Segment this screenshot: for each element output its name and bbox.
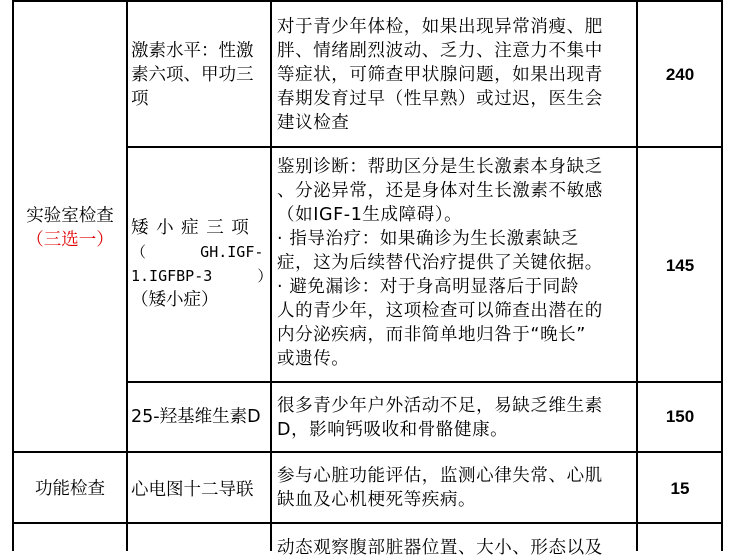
description-line: 春期发育过早（性早熟）或过迟，医生会 [277,89,603,109]
table-row-item [131,216,272,312]
item-name-line: 激素水平：性激 [131,41,254,61]
table-col-divider-3 [636,0,638,551]
table-row-divider [12,451,723,453]
description-line: 鉴别诊断：帮助区分是生长激素本身缺乏 [277,157,603,177]
table-row-price: 240 [665,65,695,84]
description-line: · 指导治疗：如果确诊为生长激素缺乏 [277,229,579,249]
table-row-price: 15 [670,479,690,498]
table-row-item [131,478,254,502]
table-row-description [277,155,633,371]
description-line: D，影响钙吸收和骨骼健康。 [277,420,509,440]
item-name-line: 25-羟基维生素D [131,407,261,427]
description-line: 胖、情绪剧烈波动、乏力、注意力不集中 [277,41,603,61]
table-row-description [277,394,633,442]
description-line: 症，这为后续替代治疗提供了关键依据。 [277,253,603,273]
item-name-line: 项 [131,89,149,109]
table-col-divider-1 [126,0,128,551]
item-name-line: 1.IGFBP-3 ） [131,267,273,285]
description-line: 缺血及心机梗死等疾病。 [277,490,477,510]
category-func-label: 功能检查 [35,479,105,499]
description-line: 内分泌疾病，而非简单地归咎于“晚长” [277,325,586,345]
description-line: · 避免漏诊：对于身高明显落后于同龄 [277,277,579,297]
table-row-divider [126,146,723,148]
description-line: 建议检查 [277,113,350,133]
table-row-divider [12,0,723,2]
item-name-line: 素六项、甲功三 [131,65,254,85]
category-func-cell [14,477,126,501]
table-row-description [277,464,633,512]
description-line: 动态观察腹部脏器位置、大小、形态以及 [277,538,603,558]
category-lab-label: 实验室检查 [26,206,114,226]
table-row-divider [126,381,723,383]
table-row-price: 145 [665,256,695,275]
description-line: 、分泌异常，还是身体对生长激素不敏感 [277,181,603,201]
description-line: 参与心脏功能评估，监测心律失常、心肌 [277,466,603,486]
description-line: 对于青少年体检，如果出现异常消瘦、肥 [277,17,603,37]
description-line: 很多青少年户外活动不足，易缺乏维生素 [277,396,603,416]
description-line: 或遗传。 [277,349,350,369]
table-row-price: 150 [665,407,695,426]
item-name-line: 矮 小 症 三 项 [131,218,250,238]
category-lab-cell [14,204,126,252]
category-lab-note: （三选一） [26,230,114,250]
table-row-description [277,15,633,135]
table-border-left [12,0,14,551]
description-line: 人的青少年，这项检查可以筛查出潜在的 [277,301,603,321]
item-name-line: （ GH.IGF- [131,243,264,261]
description-line: 等症状，可筛查甲状腺问题，如果出现青 [277,65,603,85]
table-row-divider [12,522,723,524]
table-row-description [277,536,633,560]
description-line: （如IGF-1生成障碍）。 [277,205,463,225]
table-row-item [131,39,254,111]
item-name-line: （矮小症） [131,290,219,310]
table-row-item [131,405,261,429]
item-name-line: 心电图十二导联 [131,480,254,500]
table-border-right [721,0,723,551]
